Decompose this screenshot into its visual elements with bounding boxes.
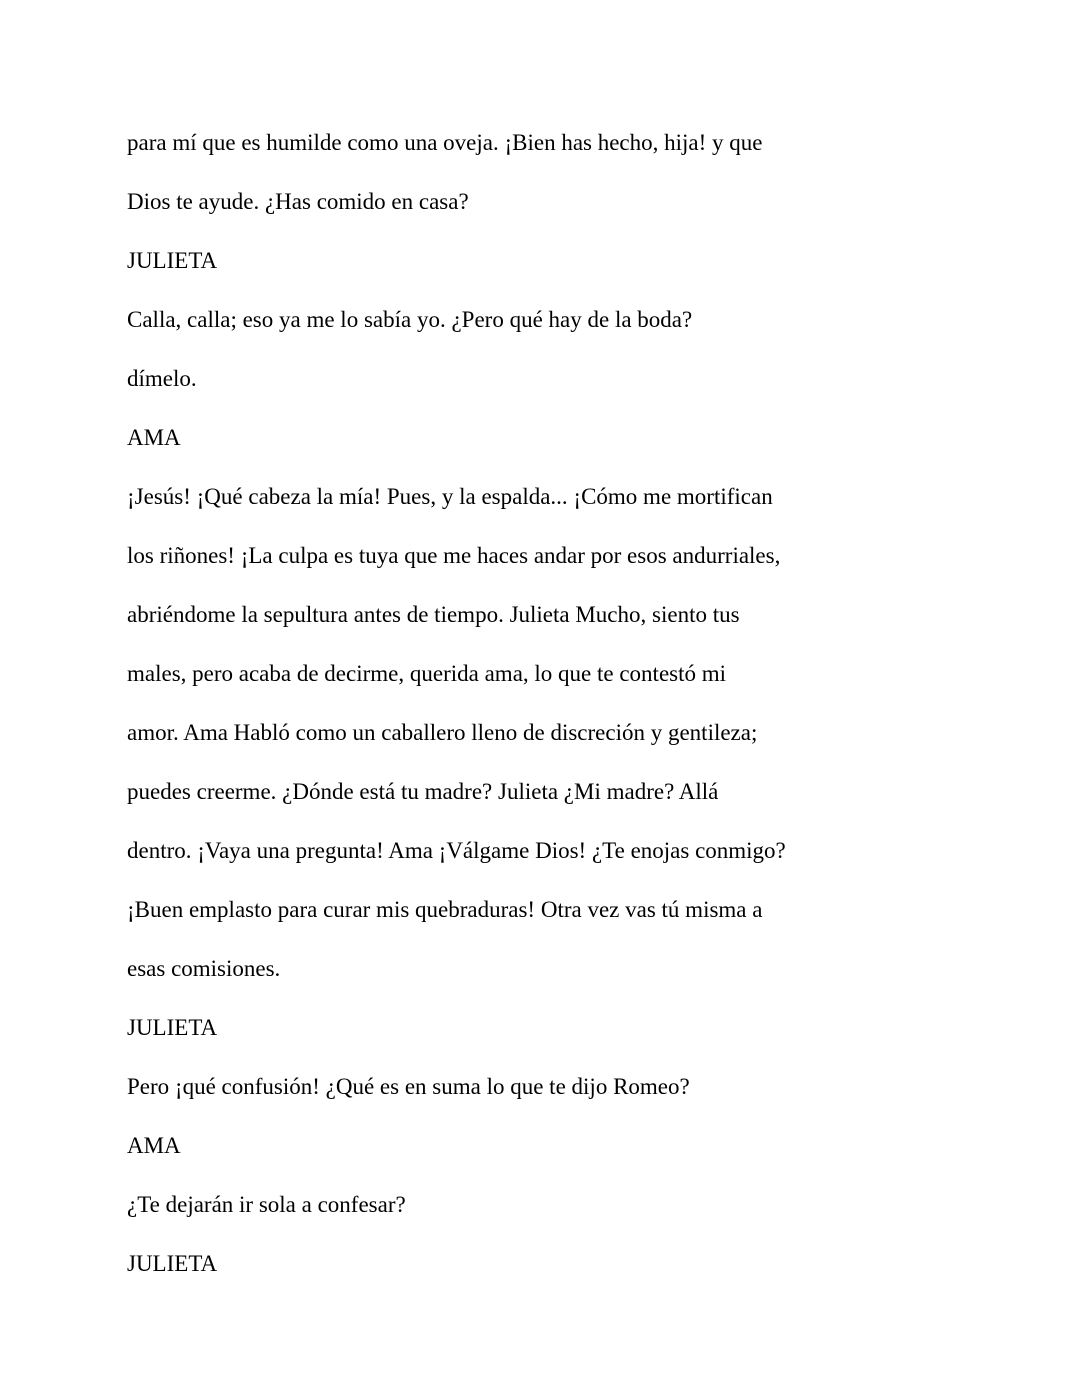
- speaker-heading: JULIETA: [127, 1015, 218, 1040]
- text-line: ¿Te dejarán ir sola a confesar?: [127, 1192, 406, 1217]
- text-line: amor. Ama Habló como un caballero lleno de discreción y gentileza;: [127, 720, 758, 745]
- text-line: ¡Jesús! ¡Qué cabeza la mía! Pues, y la espalda... ¡Cómo me mortifican: [127, 484, 773, 509]
- text-line: dímelo.: [127, 366, 197, 391]
- text-line: dentro. ¡Vaya una pregunta! Ama ¡Válgame Dios! ¿Te enojas conmigo?: [127, 838, 786, 863]
- text-line: Dios te ayude. ¿Has comido en casa?: [127, 189, 469, 214]
- text-line: males, pero acaba de decirme, querida ama, lo que te contestó mi: [127, 661, 727, 686]
- speaker-heading: AMA: [127, 1133, 181, 1158]
- text-line: esas comisiones.: [127, 956, 281, 981]
- speaker-heading: AMA: [127, 425, 181, 450]
- text-line: abriéndome la sepultura antes de tiempo. Julieta Mucho, siento tus: [127, 602, 740, 627]
- text-line: ¡Buen emplasto para curar mis quebraduras! Otra vez vas tú misma a: [127, 897, 763, 922]
- speaker-heading: JULIETA: [127, 1251, 218, 1276]
- text-line: Pero ¡qué confusión! ¿Qué es en suma lo que te dijo Romeo?: [127, 1074, 690, 1099]
- speaker-heading: JULIETA: [127, 248, 218, 273]
- text-line: para mí que es humilde como una oveja. ¡Bien has hecho, hija! y que: [127, 130, 763, 155]
- text-line: Calla, calla; eso ya me lo sabía yo. ¿Pero qué hay de la boda?: [127, 307, 693, 332]
- text-line: los riñones! ¡La culpa es tuya que me haces andar por esos andurriales,: [127, 543, 781, 568]
- text-line: puedes creerme. ¿Dónde está tu madre? Julieta ¿Mi madre? Allá: [127, 779, 719, 804]
